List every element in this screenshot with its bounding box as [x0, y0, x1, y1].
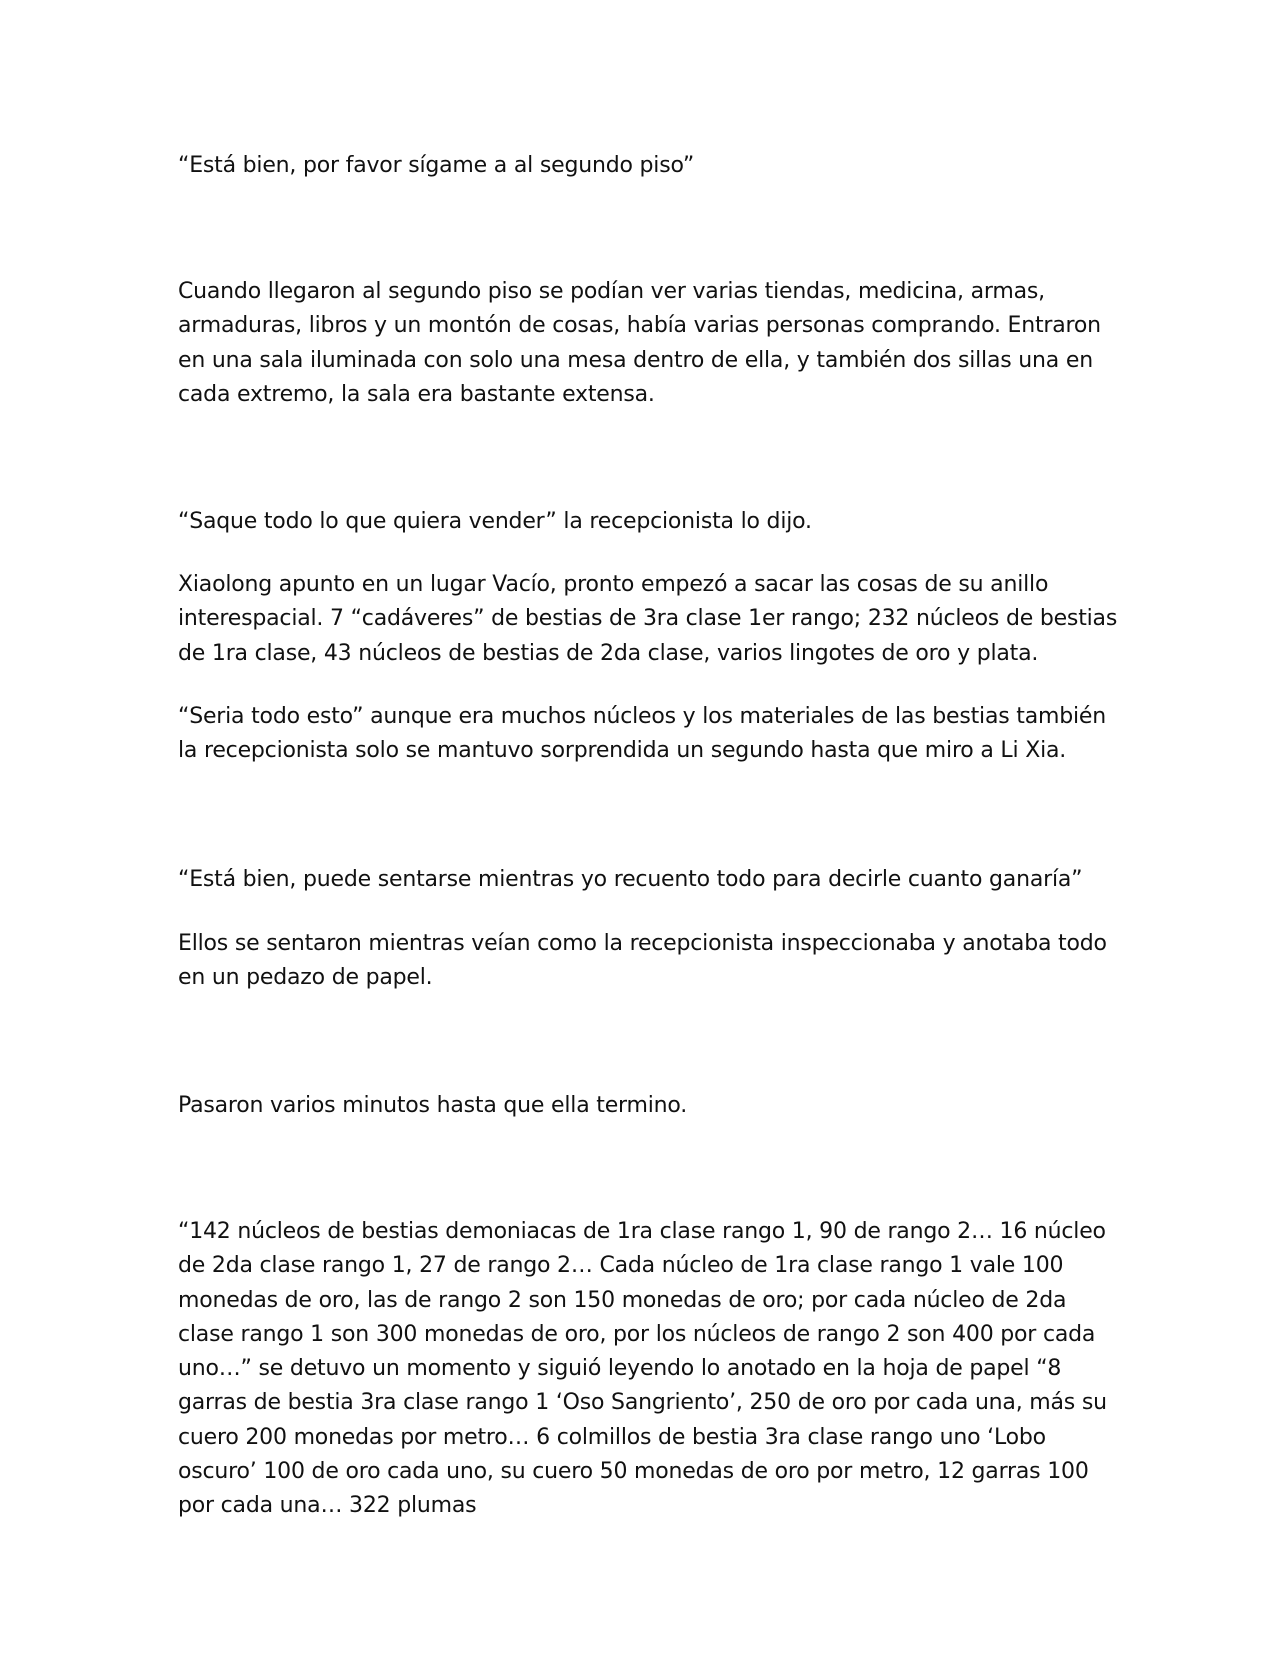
paragraph-5: “Seria todo esto” aunque era muchos núcleos y los materiales de las bestias también la recepcionista solo se mantuvo sorprendida un segundo hasta que miro a Li Xia. — [178, 704, 1106, 764]
paragraph-2: Cuando llegaron al segundo piso se podían ver varias tiendas, medicina, armas, armaduras, libros y un montón de cosas, había varias personas comprando. Entraron en una sala iluminada con solo una mesa dentro de ella, y también dos sillas una en cada extremo, la sala era bastante extensa. — [178, 279, 1101, 407]
paragraph-9: “142 núcleos de bestias demoniacas de 1ra clase rango 1, 90 de rango 2… 16 núcleo de 2da clase rango 1, 27 de rango 2… Cada núcleo de 1ra clase rango 1 vale 100 monedas de oro, las de rango 2 son 150 monedas de oro; por cada núcleo de 2da clase rango 1 son 300 monedas de oro, por los núcleos de rango 2 son 400 por cada uno…” se detuvo un momento y siguió leyendo lo anotado en la hoja de papel “8 garras de bestia 3ra clase rango 1 ‘Oso Sangriento’, 250 de oro por cada una, más su cuero 200 monedas por metro… 6 colmillos de bestia 3ra clase rango uno ‘Lobo oscuro’ 100 de oro cada uno, su cuero 50 monedas de oro por metro, 12 garras 100 por cada una… 322 plumas — [178, 1219, 1107, 1519]
paragraph-6: “Está bien, puede sentarse mientras yo recuento todo para decirle cuanto ganaría” — [178, 867, 1083, 892]
paragraph-8: Pasaron varios minutos hasta que ella termino. — [178, 1093, 688, 1118]
paragraph-7: Ellos se sentaron mientras veían como la recepcionista inspeccionaba y anotaba todo en un pedazo de papel. — [178, 931, 1107, 991]
paragraph-4: Xiaolong apunto en un lugar Vacío, pronto empezó a sacar las cosas de su anillo interespacial. 7 “cadáveres” de bestias de 3ra clase 1er rango; 232 núcleos de bestias de 1ra clase, 43 núcleos de bestias de 2da clase, varios lingotes de oro y plata. — [178, 572, 1118, 666]
paragraph-3: “Saque todo lo que quiera vender” la recepcionista lo dijo. — [178, 509, 812, 534]
paragraph-1: “Está bien, por favor sígame a al segundo piso” — [178, 153, 695, 178]
